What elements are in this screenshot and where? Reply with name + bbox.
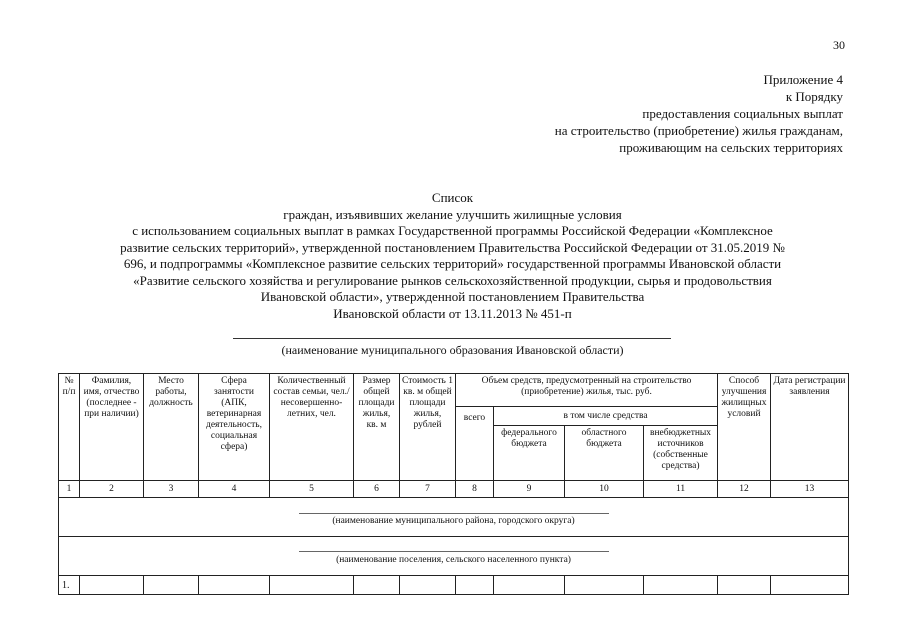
table-cell: [199, 576, 270, 595]
header-cost: Стоимость 1 кв. м общей площади жилья, рублей: [400, 374, 456, 481]
header-num: № п/п: [59, 374, 80, 481]
document-title: [60, 190, 845, 322]
district-blank-line: [299, 513, 609, 514]
table-cell: [771, 576, 849, 595]
header-date: Дата регистрации заявления: [771, 374, 849, 481]
table-cell: [565, 576, 644, 595]
district-row: [59, 498, 849, 537]
header-total: всего: [456, 407, 494, 481]
table-cell: [400, 576, 456, 595]
column-number: 2: [80, 481, 144, 498]
column-number: 6: [354, 481, 400, 498]
title-line: Ивановской области», утвержденной постановлением Правительства: [260, 289, 645, 304]
table-cell: [494, 576, 565, 595]
table-cell: [644, 576, 718, 595]
column-number: 11: [644, 481, 718, 498]
header-sphere: Сфера занятости (АПК, ветеринарная деятельность, социальная сфера): [199, 374, 270, 481]
municipality-blank-line: [233, 338, 671, 339]
header-extra: внебюджетных источников (собственные средства): [644, 426, 718, 481]
municipality-caption: (наименование муниципального образования Ивановской области): [281, 343, 624, 357]
column-number: 5: [270, 481, 354, 498]
row-number: 1.: [59, 576, 80, 595]
recipients-table: [58, 373, 849, 595]
settlement-row: [59, 537, 849, 576]
table-cell: [144, 576, 199, 595]
table-cell: [80, 576, 144, 595]
column-number: 7: [400, 481, 456, 498]
district-caption: (наименование муниципального района, городского округа): [332, 516, 575, 526]
header-method: Способ улучшения жилищных условий: [718, 374, 771, 481]
table-cell: [718, 576, 771, 595]
header-regional: областного бюджета: [565, 426, 644, 481]
header-work: Место работы, должность: [144, 374, 199, 481]
column-number: 12: [718, 481, 771, 498]
header-funds: Объем средств, предусмотренный на строительство (приобретение) жилья, тыс. руб.: [456, 374, 718, 407]
settlement-caption: (наименование поселения, сельского населенного пункта): [336, 555, 571, 565]
title-line: Список: [431, 190, 474, 205]
appendix-block: [555, 71, 843, 156]
appendix-line: проживающим на сельских территориях: [619, 140, 843, 155]
title-line: Ивановской области от 13.11.2013 № 451-п: [333, 305, 572, 321]
header-family: Количественный состав семьи, чел./ несовершенно-летних, чел.: [270, 374, 354, 481]
column-number: 4: [199, 481, 270, 498]
title-line: 696, и подпрограммы «Комплексное развитие сельских территорий» государственной программы Ивановской области: [123, 256, 782, 271]
column-number: 13: [771, 481, 849, 498]
title-line: с использованием социальных выплат в рамках Государственной программы Российской Федерации «Комплексное: [132, 223, 773, 238]
table-cell: [354, 576, 400, 595]
title-line: «Развитие сельского хозяйства и регулирование рынков сельскохозяйственной продукции, сырья и продовольствия: [133, 272, 772, 288]
table-cell: [270, 576, 354, 595]
column-number: 9: [494, 481, 565, 498]
page-number: 30: [833, 38, 845, 52]
column-number: 3: [144, 481, 199, 498]
header-fio: Фамилия, имя, отчество (последнее - при наличии): [80, 374, 144, 481]
header-including: в том числе средства: [494, 407, 718, 426]
appendix-line: Приложение 4: [763, 72, 843, 87]
appendix-line: на строительство (приобретение) жилья гражданам,: [554, 123, 843, 138]
appendix-line: предоставления социальных выплат: [642, 106, 843, 121]
title-line: развитие сельских территорий», утвержденной постановлением Правительства Российской Федерации от 31.05.2019 №: [120, 239, 785, 255]
header-area: Размер общей площади жилья, кв. м: [354, 374, 400, 481]
header-federal: федерального бюджета: [494, 426, 565, 481]
column-number: 10: [565, 481, 644, 498]
appendix-line: к Порядку: [785, 89, 843, 104]
settlement-blank-line: [299, 551, 609, 552]
column-number: 1: [59, 481, 80, 498]
table-cell: [456, 576, 494, 595]
title-line: граждан, изъявивших желание улучшить жилищные условия: [283, 206, 622, 222]
column-number: 8: [456, 481, 494, 498]
